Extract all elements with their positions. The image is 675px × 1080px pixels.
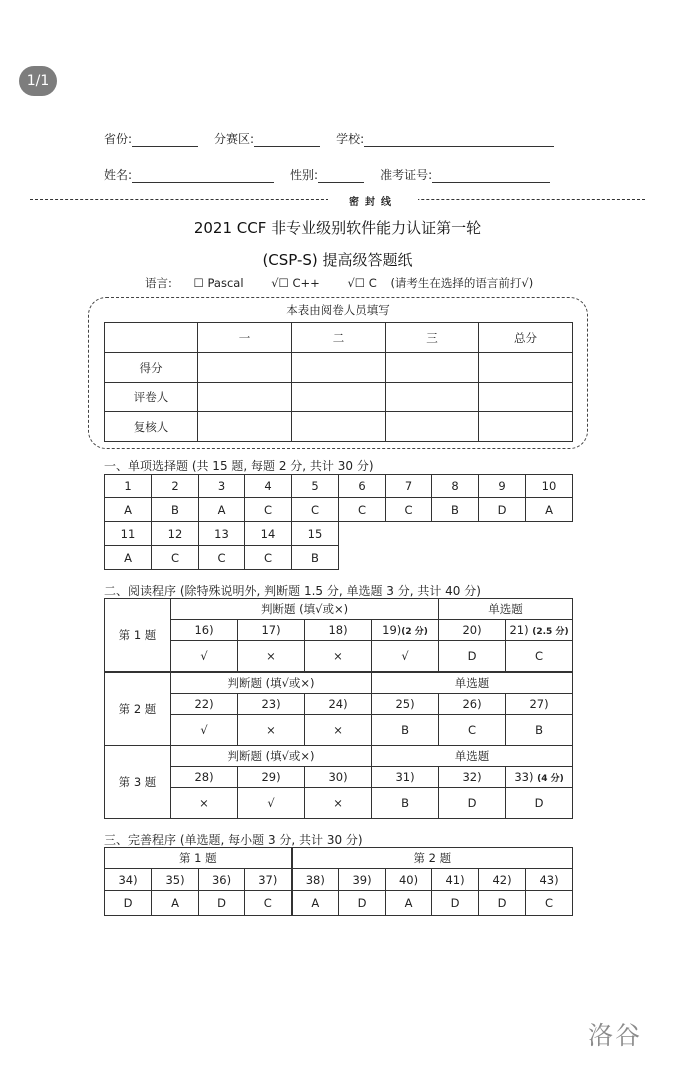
- tf-header: 判断题 (填√或×): [171, 746, 372, 767]
- s1-answer: C: [245, 498, 292, 522]
- score-header-1: 一: [198, 323, 292, 353]
- q-num-text: 19): [382, 623, 402, 637]
- section2-title: 二、阅读程序 (除特殊说明外, 判断题 1.5 分, 单选题 3 分, 共计 40 分): [104, 584, 481, 598]
- s3-answer: A: [152, 891, 199, 916]
- mc-header: 单选题: [372, 746, 573, 767]
- q-num-text: 21): [509, 623, 529, 637]
- q-num: 27): [506, 694, 573, 715]
- s1-answer: C: [152, 546, 199, 570]
- q-answer: ×: [305, 641, 372, 672]
- seal-line: [30, 193, 645, 208]
- q-answer: √: [372, 641, 439, 672]
- reading-q2-table: [104, 672, 573, 746]
- q-num: 18): [305, 620, 372, 641]
- score-header-3: 三: [386, 323, 479, 353]
- s1-num: 3: [199, 475, 245, 498]
- s3-num: 41): [432, 869, 479, 891]
- section1-table-2: [104, 521, 339, 570]
- s1-num: 12: [152, 522, 199, 546]
- s3-answer: D: [199, 891, 245, 916]
- province-label: 省份:: [104, 132, 133, 146]
- gender-blank: [318, 171, 364, 183]
- q-answer: ×: [238, 715, 305, 746]
- language-note: (请考生在选择的语言前打√): [390, 276, 534, 290]
- score-cell: [386, 353, 479, 383]
- s1-num: 11: [105, 522, 152, 546]
- score-cell: [292, 383, 386, 412]
- name-label: 姓名:: [104, 168, 133, 182]
- s1-answer: A: [199, 498, 245, 522]
- s1-num: 1: [105, 475, 152, 498]
- watermark-logo: 洛谷: [588, 1021, 643, 1050]
- q-num-text: 33): [514, 770, 534, 784]
- reading-q3-label: 第 3 题: [105, 746, 171, 819]
- q-num: 32): [439, 767, 506, 788]
- q-answer: C: [506, 641, 573, 672]
- region-blank: [254, 135, 320, 147]
- s3-num: 43): [526, 869, 573, 891]
- s1-num: 9: [479, 475, 526, 498]
- q-answer: √: [171, 715, 238, 746]
- s1-num: 13: [199, 522, 245, 546]
- q-answer: D: [439, 788, 506, 819]
- info-row-2: [104, 166, 550, 183]
- s3-answer: A: [292, 891, 339, 916]
- s1-answer: A: [526, 498, 573, 522]
- s3-num: 37): [245, 869, 292, 891]
- region-label: 分赛区:: [214, 132, 255, 146]
- q-num: 29): [238, 767, 305, 788]
- c-option: √☐ C: [347, 276, 377, 290]
- doc-title: 2021 CCF 非专业级别软件能力认证第一轮: [193, 219, 482, 237]
- s1-num: 5: [292, 475, 339, 498]
- score-table: [104, 322, 573, 442]
- q-num: 26): [439, 694, 506, 715]
- reading-q1-label: 第 1 题: [105, 599, 171, 672]
- province-blank: [132, 135, 198, 147]
- s3-answer: D: [339, 891, 386, 916]
- s1-num: 10: [526, 475, 573, 498]
- score-cell: [386, 383, 479, 412]
- q-num: 17): [238, 620, 305, 641]
- score-cell: [292, 353, 386, 383]
- s3-answer: C: [245, 891, 292, 916]
- s3-answer: D: [479, 891, 526, 916]
- s1-answer: B: [292, 546, 339, 570]
- q-num: 28): [171, 767, 238, 788]
- score-note: (2.5 分): [532, 627, 569, 637]
- score-note: (4 分): [537, 774, 564, 784]
- s1-answer: A: [105, 498, 152, 522]
- q-answer: ×: [305, 715, 372, 746]
- s1-num: 15: [292, 522, 339, 546]
- ticket-label: 准考证号:: [380, 168, 433, 182]
- q-answer: √: [171, 641, 238, 672]
- s1-answer: C: [245, 546, 292, 570]
- s1-answer: C: [386, 498, 432, 522]
- s3-num: 35): [152, 869, 199, 891]
- q-answer: B: [372, 788, 439, 819]
- s3-num: 34): [105, 869, 152, 891]
- s1-answer: B: [152, 498, 199, 522]
- score-box-title: 本表由阅卷人员填写: [286, 303, 390, 317]
- score-cell: [386, 412, 479, 442]
- score-header-2: 二: [292, 323, 386, 353]
- cpp-option: √☐ C++: [271, 276, 320, 290]
- s1-num: 6: [339, 475, 386, 498]
- s1-num: 14: [245, 522, 292, 546]
- s1-num: 4: [245, 475, 292, 498]
- reading-q1-table: [104, 598, 573, 672]
- q-answer: √: [238, 788, 305, 819]
- score-cell: [479, 383, 573, 412]
- gender-label: 性别:: [290, 168, 319, 182]
- q-answer: B: [506, 715, 573, 746]
- score-note: (2 分): [401, 627, 428, 637]
- q-num: 20): [439, 620, 506, 641]
- section1-title: 一、单项选择题 (共 15 题, 每题 2 分, 共计 30 分): [104, 459, 374, 473]
- s3-num: 38): [292, 869, 339, 891]
- q-num: [506, 767, 573, 788]
- s1-num: 7: [386, 475, 432, 498]
- info-row-1: [104, 130, 554, 147]
- score-cell: [292, 412, 386, 442]
- mc-header: 单选题: [372, 673, 573, 694]
- q-answer: D: [506, 788, 573, 819]
- score-cell: [198, 412, 292, 442]
- s3-q2-label: 第 2 题: [292, 848, 573, 869]
- s1-answer: A: [105, 546, 152, 570]
- seal-line-text: 密封线: [328, 193, 418, 208]
- q-num: 22): [171, 694, 238, 715]
- section3-title: 三、完善程序 (单选题, 每小题 3 分, 共计 30 分): [104, 833, 363, 847]
- q-num: 30): [305, 767, 372, 788]
- s3-num: 40): [386, 869, 432, 891]
- mc-header: 单选题: [439, 599, 573, 620]
- s1-answer: C: [199, 546, 245, 570]
- tf-header: 判断题 (填√或×): [171, 599, 439, 620]
- score-row-label: 得分: [105, 353, 198, 383]
- q-answer: B: [372, 715, 439, 746]
- q-num: 23): [238, 694, 305, 715]
- q-num: 16): [171, 620, 238, 641]
- q-answer: ×: [238, 641, 305, 672]
- s3-answer: D: [105, 891, 152, 916]
- q-num: [506, 620, 573, 641]
- q-num: 24): [305, 694, 372, 715]
- section1-table: [104, 474, 573, 522]
- q-num: 25): [372, 694, 439, 715]
- s3-answer: A: [386, 891, 432, 916]
- language-label: 语言:: [145, 276, 172, 290]
- s1-answer: C: [339, 498, 386, 522]
- s1-num: 2: [152, 475, 199, 498]
- q-num: [372, 620, 439, 641]
- score-header-blank: [105, 323, 198, 353]
- pascal-option: ☐ Pascal: [193, 276, 244, 290]
- reading-q3-table: [104, 745, 573, 819]
- q-num: 31): [372, 767, 439, 788]
- page-indicator: 1/1: [19, 66, 57, 96]
- q-answer: ×: [305, 788, 372, 819]
- s1-num: 8: [432, 475, 479, 498]
- reviewer-row-label: 复核人: [105, 412, 198, 442]
- ticket-blank: [432, 171, 550, 183]
- s3-num: 42): [479, 869, 526, 891]
- s3-answer: D: [432, 891, 479, 916]
- section3-table: [104, 847, 573, 916]
- q-answer: D: [439, 641, 506, 672]
- tf-header: 判断题 (填√或×): [171, 673, 372, 694]
- school-label: 学校:: [336, 132, 365, 146]
- s1-answer: D: [479, 498, 526, 522]
- s3-num: 36): [199, 869, 245, 891]
- s3-q1-label: 第 1 题: [105, 848, 292, 869]
- q-answer: C: [439, 715, 506, 746]
- score-cell: [198, 383, 292, 412]
- score-header-total: 总分: [479, 323, 573, 353]
- school-blank: [364, 135, 554, 147]
- score-cell: [479, 412, 573, 442]
- doc-subtitle: (CSP-S) 提高级答题纸: [262, 251, 413, 269]
- language-row: [145, 275, 537, 291]
- q-answer: ×: [171, 788, 238, 819]
- grader-row-label: 评卷人: [105, 383, 198, 412]
- reading-q2-label: 第 2 题: [105, 673, 171, 746]
- name-blank: [132, 171, 274, 183]
- s3-num: 39): [339, 869, 386, 891]
- score-cell: [198, 353, 292, 383]
- score-cell: [479, 353, 573, 383]
- s1-answer: B: [432, 498, 479, 522]
- s1-answer: C: [292, 498, 339, 522]
- s3-answer: C: [526, 891, 573, 916]
